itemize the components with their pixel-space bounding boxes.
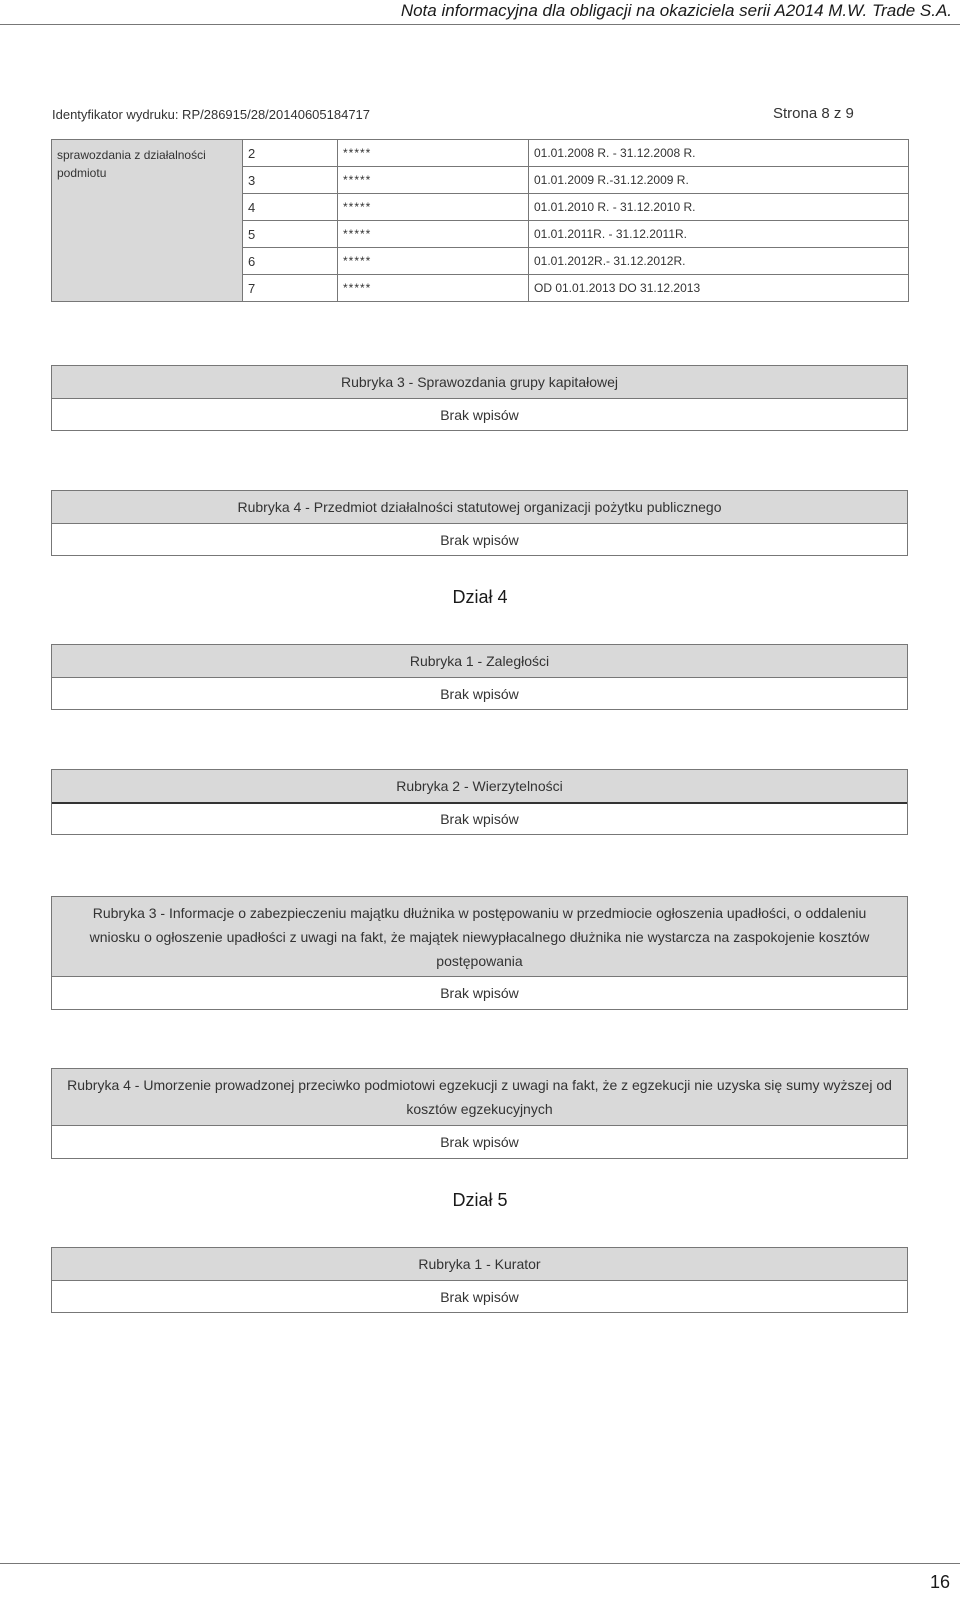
row-period: 01.01.2008 R. - 31.12.2008 R. — [529, 140, 909, 167]
row-period: 01.01.2009 R.-31.12.2009 R. — [529, 167, 909, 194]
row-number: 5 — [243, 221, 338, 248]
heading-dzial-5: Dział 5 — [452, 1190, 508, 1210]
row-period: OD 01.01.2013 DO 31.12.2013 — [529, 275, 909, 302]
section-d4-rubryka-2-receivables — [51, 769, 908, 835]
section-title: Rubryka 2 - Wierzytelności — [52, 770, 907, 802]
row-number: 4 — [243, 194, 338, 221]
row-masked-value: ***** — [338, 167, 529, 194]
row-masked-value: ***** — [338, 194, 529, 221]
section-title: Rubryka 1 - Kurator — [52, 1248, 907, 1281]
row-number: 6 — [243, 248, 338, 275]
row-number: 7 — [243, 275, 338, 302]
section-rubryka-4-statutory-activity — [51, 490, 908, 556]
section-d4-rubryka-4-enforcement-discontinued — [51, 1068, 908, 1159]
section-body: Brak wpisów — [440, 985, 519, 1001]
row-period: 01.01.2012R.- 31.12.2012R. — [529, 248, 909, 275]
section-title: Rubryka 4 - Przedmiot działalności statutowej organizacji pożytku publicznego — [52, 491, 907, 524]
section-d4-rubryka-3-bankruptcy-security — [51, 896, 908, 1010]
reports-table — [51, 139, 909, 302]
row-masked-value: ***** — [338, 248, 529, 275]
row-masked-value: ***** — [338, 275, 529, 302]
print-identifier: Identyfikator wydruku: RP/286915/28/20140605184717 — [52, 107, 371, 122]
section-title: Rubryka 3 - Sprawozdania grupy kapitałowej — [52, 366, 907, 399]
section-body: Brak wpisów — [440, 406, 519, 423]
footer-divider — [0, 1563, 960, 1564]
section-body: Brak wpisów — [52, 802, 907, 834]
section-rubryka-3-capital-group — [51, 365, 908, 431]
document-header-title: Nota informacyjna dla obligacji na okaziciela serii A2014 M.W. Trade S.A. — [400, 1, 952, 20]
footer-page-number: 16 — [929, 1572, 950, 1592]
reports-label: sprawozdania z działalności podmiotu — [52, 140, 243, 302]
row-period: 01.01.2010 R. - 31.12.2010 R. — [529, 194, 909, 221]
header-divider — [0, 24, 960, 25]
section-title: Rubryka 3 - Informacje o zabezpieczeniu majątku dłużnika w postępowaniu w przedmiocie ogłoszenia upadłości, o oddaleniu wniosku o ogłoszenie upadłości z uwagi na fakt, że majątek niewypłacalnego dłużnika nie wystarcza na zaspokojenie kosztów postępowania — [52, 897, 907, 977]
row-number: 3 — [243, 167, 338, 194]
section-d4-rubryka-1-arrears — [51, 644, 908, 710]
page-indicator: Strona 8 z 9 — [773, 105, 854, 122]
heading-dzial-4: Dział 4 — [452, 587, 508, 607]
section-d5-rubryka-1-curator — [51, 1247, 908, 1313]
row-period: 01.01.2011R. - 31.12.2011R. — [529, 221, 909, 248]
section-body: Brak wpisów — [440, 531, 519, 548]
section-title: Rubryka 4 - Umorzenie prowadzonej przeciwko podmiotowi egzekucji z uwagi na fakt, że z egzekucji nie uzyska się sumy wyższej od kosztów egzekucyjnych — [52, 1069, 907, 1126]
row-masked-value: ***** — [338, 140, 529, 167]
section-title: Rubryka 1 - Zaległości — [52, 645, 907, 678]
row-number: 2 — [243, 140, 338, 167]
table-row — [52, 140, 909, 167]
section-body: Brak wpisów — [440, 685, 519, 702]
row-masked-value: ***** — [338, 221, 529, 248]
section-body: Brak wpisów — [440, 1288, 519, 1305]
section-body: Brak wpisów — [440, 1134, 519, 1150]
